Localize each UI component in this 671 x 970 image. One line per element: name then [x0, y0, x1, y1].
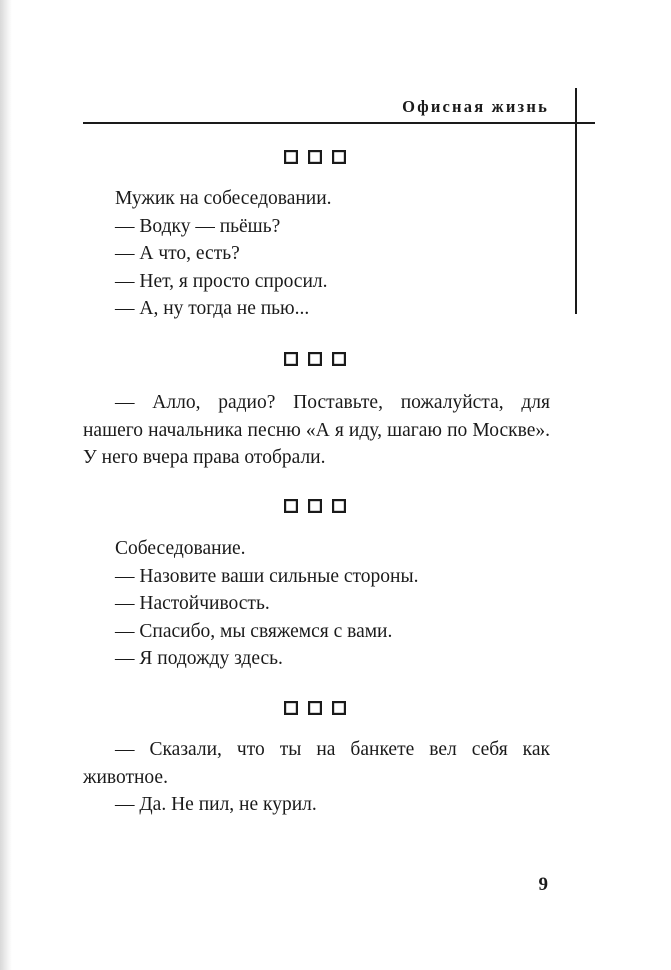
- joke-line: Собеседование.: [115, 538, 246, 559]
- header-horizontal-rule: [83, 122, 595, 124]
- section-separator-ornament: [284, 499, 350, 513]
- square-ornament-icon: [308, 499, 322, 513]
- joke-line: — А, ну тогда не пью...: [115, 298, 310, 319]
- joke-line: — Спасибо, мы свяжемся с вами.: [115, 620, 393, 642]
- joke-line: — Назовите ваши сильные стороны.: [115, 565, 419, 587]
- joke-4: [83, 736, 550, 819]
- joke-paragraph: — Сказали, что ты на банкете вел себя как животное.: [83, 739, 550, 788]
- running-head-title: Офисная жизнь: [402, 97, 549, 116]
- square-ornament-icon: [308, 352, 322, 366]
- square-ornament-icon: [308, 701, 322, 715]
- section-separator-ornament: [284, 150, 350, 164]
- square-ornament-icon: [284, 499, 298, 513]
- square-ornament-icon: [284, 701, 298, 715]
- joke-line: — Водку — пьёшь?: [115, 215, 281, 237]
- joke-line: — Да. Не пил, не курил.: [115, 794, 317, 815]
- joke-line: — Нет, я просто спросил.: [115, 270, 328, 292]
- header-vertical-rule: [575, 88, 577, 314]
- joke-2: [83, 389, 550, 472]
- joke-3: [83, 535, 550, 673]
- joke-1: [83, 185, 550, 323]
- square-ornament-icon: [284, 352, 298, 366]
- joke-line: Мужик на собеседовании.: [115, 188, 332, 209]
- section-separator-ornament: [284, 352, 350, 366]
- joke-line: — А что, есть?: [115, 243, 240, 264]
- square-ornament-icon: [308, 150, 322, 164]
- page-number: 9: [538, 874, 548, 895]
- square-ornament-icon: [332, 150, 346, 164]
- joke-line: — Настойчивость.: [115, 593, 270, 614]
- square-ornament-icon: [332, 352, 346, 366]
- joke-line: — Я подожду здесь.: [115, 648, 283, 669]
- square-ornament-icon: [332, 499, 346, 513]
- square-ornament-icon: [284, 150, 298, 164]
- page-binding-shadow: [0, 0, 12, 970]
- square-ornament-icon: [332, 701, 346, 715]
- section-separator-ornament: [284, 701, 350, 715]
- joke-paragraph: — Алло, радио? Поставьте, пожалуйста, для нашего начальника песню «А я иду, шагаю по Москве». У него вчера права отобрали.: [83, 392, 550, 468]
